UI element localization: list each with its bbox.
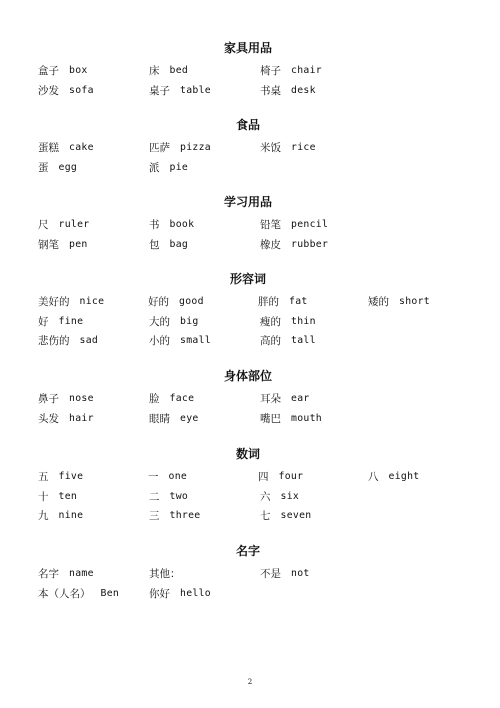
chinese-word: 眼睛 [149, 412, 170, 425]
vocab-entry [149, 160, 260, 175]
vocab-section [38, 117, 478, 177]
vocab-entry [260, 314, 371, 329]
vocab-section [38, 543, 478, 603]
english-word: four [278, 471, 304, 483]
vocab-row [38, 292, 478, 312]
vocab-entry [260, 566, 371, 581]
chinese-word: 四 [258, 471, 269, 484]
vocab-entry [149, 508, 260, 523]
chinese-word: 钢笔 [38, 238, 59, 251]
vocab-entry [149, 489, 260, 504]
chinese-word: 好的 [148, 296, 169, 309]
vocab-section [38, 40, 478, 100]
vocab-row [38, 215, 478, 235]
chinese-word: 九 [38, 510, 49, 523]
chinese-word: 一 [148, 471, 159, 484]
chinese-word: 脸 [149, 393, 160, 406]
english-word: cake [69, 142, 94, 154]
english-word: small [180, 335, 211, 347]
english-word: fine [58, 315, 84, 327]
english-word: short [399, 296, 430, 308]
vocab-entry [38, 566, 149, 581]
vocab-entry [149, 333, 260, 348]
chinese-word: 矮的 [368, 296, 389, 309]
vocab-entry [38, 586, 149, 601]
english-word: one [168, 471, 188, 483]
english-word: good [179, 296, 204, 308]
english-word: nice [79, 296, 105, 308]
vocab-entry [260, 391, 371, 406]
chinese-word: 小的 [149, 335, 170, 348]
chinese-word: 你好 [149, 587, 170, 600]
chinese-word: 好 [38, 315, 49, 328]
section-title: 数词 [235, 447, 260, 461]
chinese-word: 蛋 [38, 161, 49, 174]
vocab-entry [38, 508, 149, 523]
chinese-word: 其他： [149, 568, 181, 581]
chinese-word: 高的 [260, 335, 281, 348]
chinese-word: 沙发 [38, 84, 59, 97]
chinese-word: 桌子 [149, 84, 170, 97]
english-word: nine [58, 510, 84, 522]
chinese-word: 橡皮 [260, 238, 281, 251]
vocab-entry [258, 469, 368, 484]
vocab-entry [148, 469, 258, 484]
english-word: three [169, 510, 201, 522]
vocab-entry [149, 566, 260, 581]
english-word: box [69, 65, 88, 77]
vocab-entry [260, 508, 371, 523]
english-word: not [291, 568, 310, 580]
english-word: ruler [58, 219, 90, 231]
chinese-word: 包 [149, 238, 160, 251]
vocab-section [38, 446, 478, 526]
chinese-word: 大的 [149, 315, 170, 328]
chinese-word: 胖的 [258, 296, 279, 309]
english-word: pie [169, 161, 189, 173]
chinese-word: 三 [149, 510, 160, 523]
vocab-entry [38, 140, 149, 155]
chinese-word: 十 [38, 490, 49, 503]
english-word: nose [69, 393, 94, 405]
english-word: ear [291, 393, 310, 405]
section-title: 身体部位 [223, 369, 272, 383]
section-title: 学习用品 [223, 195, 272, 209]
english-word: eye [180, 412, 199, 424]
vocab-entry [149, 237, 260, 252]
vocab-row [38, 158, 478, 178]
vocab-row [38, 409, 478, 429]
vocab-entry [38, 83, 149, 98]
chinese-word: 匹萨 [149, 142, 170, 155]
vocab-entry [260, 489, 371, 504]
chinese-word: 本（人名） [38, 587, 91, 600]
vocab-section [38, 368, 478, 428]
english-word: pizza [180, 142, 211, 154]
vocab-entry [38, 314, 149, 329]
vocab-entry [368, 294, 478, 309]
chinese-word: 六 [260, 490, 271, 503]
vocab-entry [38, 237, 149, 252]
english-word: mouth [291, 412, 322, 424]
english-word: fat [289, 296, 308, 308]
chinese-word: 不是 [260, 568, 281, 581]
english-word: rubber [291, 238, 329, 250]
english-word: five [58, 471, 84, 483]
chinese-word: 悲伤的 [38, 335, 70, 348]
section-title: 名字 [235, 544, 260, 558]
vocab-entry [149, 83, 260, 98]
vocab-entry [260, 411, 371, 426]
vocab-entry [38, 294, 148, 309]
chinese-word: 书 [149, 219, 160, 232]
english-word: eight [388, 471, 420, 483]
chinese-word: 美好的 [38, 296, 70, 309]
vocab-row [38, 235, 478, 255]
vocab-row [38, 138, 478, 158]
english-word: two [169, 490, 189, 502]
english-word: bag [169, 238, 189, 250]
vocab-entry [368, 469, 478, 484]
vocab-entry [149, 411, 260, 426]
chinese-word: 耳朵 [260, 393, 281, 406]
english-word: seven [280, 510, 312, 522]
chinese-word: 盒子 [38, 65, 59, 78]
english-word: thin [291, 315, 316, 327]
vocab-row [38, 61, 478, 81]
chinese-word: 名字 [38, 568, 59, 581]
vocab-row [38, 81, 478, 101]
vocab-entry [260, 333, 371, 348]
english-word: sofa [69, 84, 94, 96]
vocab-row [38, 506, 478, 526]
english-word: book [169, 219, 195, 231]
english-word: big [180, 315, 199, 327]
vocab-entry [258, 294, 368, 309]
english-word: pen [69, 238, 88, 250]
english-word: ten [58, 490, 78, 502]
vocab-entry [149, 586, 260, 601]
vocab-entry [260, 83, 371, 98]
chinese-word: 书桌 [260, 84, 281, 97]
chinese-word: 尺 [38, 219, 49, 232]
chinese-word: 椅子 [260, 65, 281, 78]
chinese-word: 二 [149, 490, 160, 503]
vocab-row [38, 467, 478, 487]
chinese-word: 床 [149, 65, 160, 78]
english-word: bed [169, 65, 189, 77]
section-title: 形容词 [229, 272, 266, 286]
chinese-word: 头发 [38, 412, 59, 425]
english-word: desk [291, 84, 316, 96]
english-word: chair [291, 65, 322, 77]
vocab-row [38, 389, 478, 409]
english-word: sad [79, 335, 99, 347]
vocab-row [38, 312, 478, 332]
vocab-row [38, 331, 478, 351]
english-word: Ben [100, 587, 120, 599]
vocab-entry [260, 237, 371, 252]
vocab-entry [38, 63, 149, 78]
english-word: face [169, 393, 195, 405]
vocab-entry [38, 217, 149, 232]
chinese-word: 鼻子 [38, 393, 59, 406]
english-word: pencil [291, 219, 329, 231]
vocab-row [38, 564, 478, 584]
vocab-entry [38, 333, 149, 348]
chinese-word: 米饭 [260, 142, 281, 155]
english-word: tall [291, 335, 316, 347]
chinese-word: 嘴巴 [260, 412, 281, 425]
vocab-entry [149, 217, 260, 232]
vocab-entry [38, 411, 149, 426]
english-word: rice [291, 142, 316, 154]
section-title: 食品 [235, 118, 260, 132]
chinese-word: 七 [260, 510, 271, 523]
english-word: name [69, 568, 94, 580]
vocab-entry [149, 140, 260, 155]
english-word: egg [58, 161, 78, 173]
vocab-section [38, 271, 478, 351]
english-word: hello [180, 587, 211, 599]
vocab-row [38, 487, 478, 507]
chinese-word: 铅笔 [260, 219, 281, 232]
vocab-entry [148, 294, 258, 309]
vocab-entry [38, 160, 149, 175]
vocab-row [38, 584, 478, 604]
vocab-entry [260, 140, 371, 155]
vocab-section [38, 194, 478, 254]
chinese-word: 瘦的 [260, 315, 281, 328]
vocab-entry [260, 63, 371, 78]
vocab-entry [149, 314, 260, 329]
vocab-entry [260, 217, 371, 232]
vocab-entry [149, 391, 260, 406]
chinese-word: 五 [38, 471, 49, 484]
english-word: hair [69, 412, 94, 424]
section-title: 家具用品 [223, 41, 272, 55]
page-number: 2 [247, 678, 253, 686]
english-word: table [180, 84, 211, 96]
vocab-entry [149, 63, 260, 78]
vocab-entry [38, 489, 149, 504]
english-word: six [280, 490, 300, 502]
chinese-word: 八 [368, 471, 379, 484]
vocab-entry [38, 391, 149, 406]
chinese-word: 派 [149, 161, 160, 174]
vocab-entry [38, 469, 148, 484]
chinese-word: 蛋糕 [38, 142, 59, 155]
